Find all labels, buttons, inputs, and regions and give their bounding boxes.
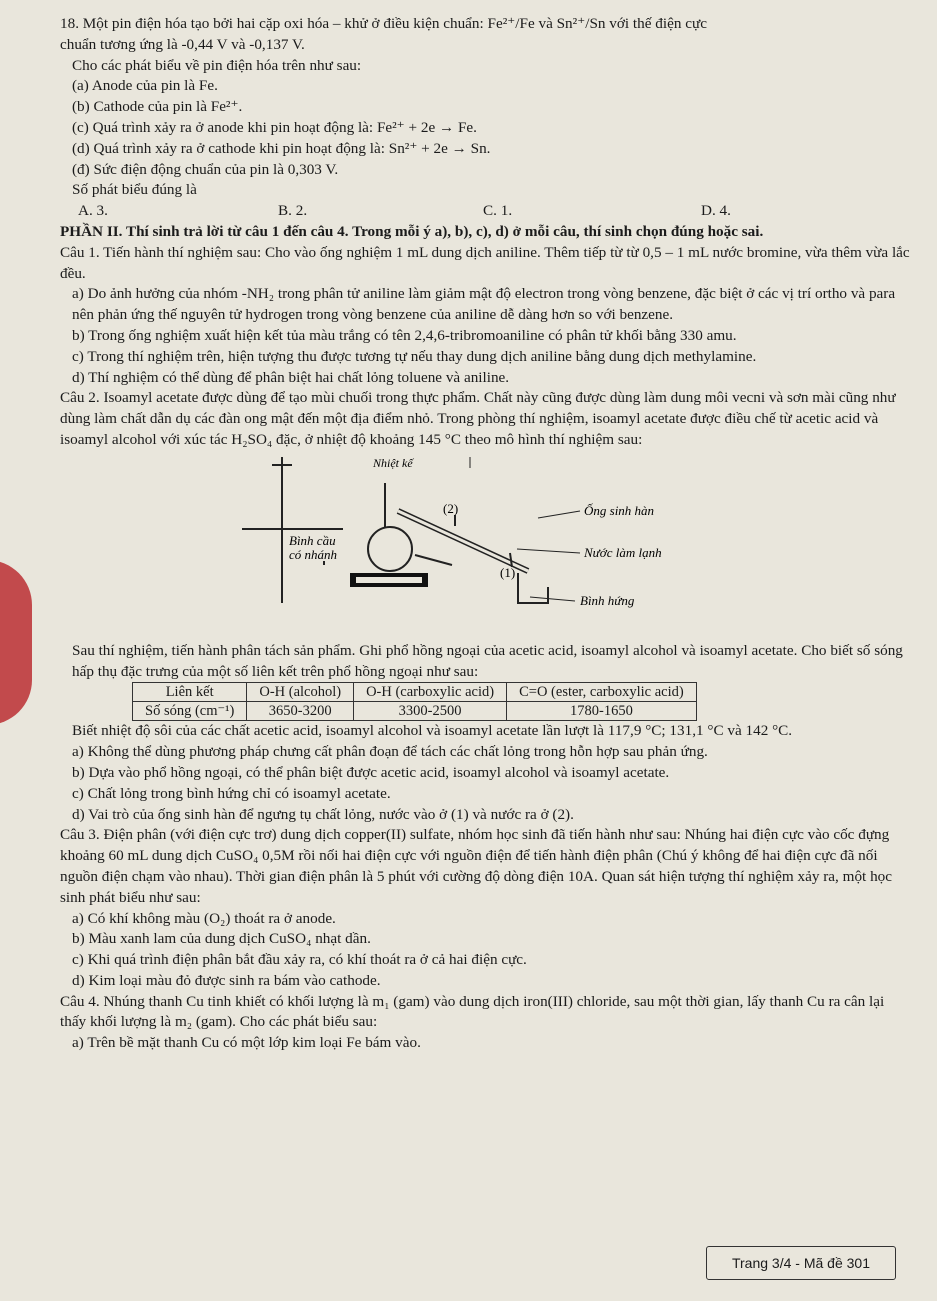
q18-statement-d: (d) Quá trình xảy ra ở cathode khi pin hoạt động là: Sn²⁺ + 2e → Sn. [72, 139, 491, 157]
ir-table-bond-label: Liên kết [133, 683, 247, 702]
q18-intro: Cho các phát biểu về pin điện hóa trên như sau: [72, 56, 362, 74]
ir-table-value-oh-alcohol: 3650-3200 [247, 702, 354, 721]
option-b: B. 2. [278, 202, 308, 220]
label-flask-side-arm: có nhánh [289, 546, 338, 562]
c2-d: d) Vai trò của ống sinh hàn để ngưng tụ chất lỏng, nước vào ở (1) và nước ra ở (2). [72, 805, 574, 823]
ir-table-header-oh-acid: O-H (carboxylic acid) [354, 683, 507, 702]
q18-statement-b: (b) Cathode của pin là Fe²⁺. [72, 98, 243, 116]
label-thermometer: Nhiệt kế [373, 455, 413, 470]
ir-table-header-row [133, 683, 697, 702]
label-mark-2: (2) [443, 500, 459, 516]
ir-table [132, 682, 697, 721]
q18-prompt: Số phát biểu đúng là [72, 181, 197, 199]
finger-photo-edge [0, 560, 32, 725]
q18-statement-c: (c) Quá trình xảy ra ở anode khi pin hoạt động là: Fe²⁺ + 2e → Fe. [72, 118, 477, 136]
distillation-apparatus [60, 453, 910, 639]
c2-stem: Câu 2. Isoamyl acetate được dùng để tạo mùi chuối trong thực phẩm. Chất này cũng được dùng làm dung môi vecni và sơn mài cũng như dùng làm chất dẫn dụ các đàn ong mật đến một địa điểm nhỏ. Trong phòng thí nghiệm, isoamyl acetate được điều chế từ acetic acid và isoamyl alcohol với xúc tác H₂SO₄ đặc, ở nhiệt độ khoảng 145 °C theo mô hình thí nghiệm sau: [60, 389, 896, 448]
page-footer: Trang 3/4 - Mã đề 301 [706, 1246, 896, 1280]
label-condenser: Ống sinh hàn [584, 502, 655, 518]
label-receiver: Bình hứng [580, 592, 635, 608]
distillation-diagram [60, 453, 910, 639]
label-flask: Bình cầu [289, 532, 336, 548]
option-a: A. 3. [78, 202, 108, 220]
label-mark-1: (1) [500, 564, 516, 580]
label-cooling-water: Nước làm lạnh [584, 544, 662, 560]
option-c: C. 1. [483, 202, 513, 220]
c4-stem: Câu 4. Nhúng thanh Cu tinh khiết có khối lượng là m₁ (gam) vào dung dịch iron(III) chloride, sau một thời gian, lấy thanh Cu ra cân lại thấy khối lượng là m₂ (gam). Cho các phát biểu sau: [60, 992, 885, 1031]
c3-c: c) Khi quá trình điện phân bắt đầu xảy ra, có khí thoát ra ở cả hai điện cực. [72, 951, 527, 969]
part2-header: PHẦN II. Thí sinh trả lời từ câu 1 đến câu 4. Trong mỗi ý a), b), c), d) ở mỗi câu, thí sinh chọn đúng hoặc sai. [60, 222, 764, 240]
c3-d: d) Kim loại màu đỏ được sinh ra bám vào cathode. [72, 971, 381, 989]
round-bottom-flask [368, 527, 412, 571]
exam-page [60, 14, 910, 1054]
ir-table-wavenumber-label: Số sóng (cm⁻¹) [133, 702, 247, 721]
ir-table-value-oh-acid: 3300-2500 [354, 702, 507, 721]
c1-c: c) Trong thí nghiệm trên, hiện tượng thu được tương tự nếu thay dung dịch aniline bằng dung dịch methylamine. [72, 347, 757, 365]
c2-a: a) Không thể dùng phương pháp chưng cất phân đoạn để tách các chất lỏng trong hỗn hợp sau phản ứng. [72, 743, 708, 761]
option-d: D. 4. [701, 202, 731, 220]
q18-options [60, 201, 910, 222]
ir-table-value-row [133, 702, 697, 721]
c4-a: a) Trên bề mặt thanh Cu có một lớp kim loại Fe bám vào. [72, 1034, 421, 1052]
q18-statement-a: (a) Anode của pin là Fe. [72, 77, 218, 95]
c1-b: b) Trong ống nghiệm xuất hiện kết tủa màu trắng có tên 2,4,6-tribromoaniline có phân tử khối bằng 330 amu. [72, 326, 737, 344]
c3-a: a) Có khí không màu (O₂) thoát ra ở anode. [72, 909, 336, 927]
c1-stem: Câu 1. Tiến hành thí nghiệm sau: Cho vào ống nghiệm 1 mL dung dịch aniline. Thêm tiếp từ từ 0,5 – 1 mL nước bromine, vừa thêm vừa lắc đều. [60, 243, 910, 282]
c1-a: a) Do ảnh hưởng của nhóm -NH₂ trong phân tử aniline làm giảm mật độ electron trong vòng benzene, đặc biệt ở các vị trí ortho và para nên phản ứng thế nguyên tử hydrogen trong vòng benzene của aniline dễ dàng hơn so với benzene. [72, 285, 896, 324]
ir-table-header-co: C=O (ester, carboxylic acid) [507, 683, 697, 702]
c2-b: b) Dựa vào phổ hồng ngoại, có thể phân biệt được acetic acid, isoamyl alcohol và isoamyl acetate. [72, 763, 670, 781]
q18-statement-dd: (đ) Sức điện động chuẩn của pin là 0,303 V. [72, 160, 339, 178]
c3-b: b) Màu xanh lam của dung dịch CuSO₄ nhạt dần. [72, 930, 371, 948]
ir-table-header-oh-alcohol: O-H (alcohol) [247, 683, 354, 702]
c2-after: Sau thí nghiệm, tiến hành phân tách sản phẩm. Ghi phổ hồng ngoại của acetic acid, isoamyl alcohol và isoamyl acetate. Cho biết số sóng hấp thụ đặc trưng của một số liên kết trên phổ hồng ngoại như sau: [72, 641, 903, 680]
c1-d: d) Thí nghiệm có thể dùng để phân biệt hai chất lỏng toluene và aniline. [72, 368, 510, 386]
q18-line1: 18. Một pin điện hóa tạo bởi hai cặp oxi hóa – khử ở điều kiện chuẩn: Fe²⁺/Fe và Sn²⁺/Sn với thế điện cực [60, 15, 707, 32]
c3-stem: Câu 3. Điện phân (với điện cực trơ) dung dịch copper(II) sulfate, nhóm học sinh đã tiến hành như sau: Nhúng hai điện cực vào cốc đựng khoảng 60 mL dung dịch CuSO₄ 0,5M rồi nối hai điện cực với nguồn điện để tiến hành điện phân (Chú ý không để hai điện cực đã nối nguồn điện chạm vào nhau). Thời gian điện phân là 5 phút với cường độ dòng điện 10A. Quan sát hiện tượng thí nghiệm xảy ra, một học sinh phát biểu như sau: [60, 826, 892, 906]
c2-boiling-points: Biết nhiệt độ sôi của các chất acetic acid, isoamyl alcohol và isoamyl acetate lần lượt là 117,9 °C; 131,1 °C và 142 °C. [72, 722, 793, 740]
c2-c: c) Chất lỏng trong bình hứng chỉ có isoamyl acetate. [72, 784, 391, 802]
ir-table-value-co: 1780-1650 [507, 702, 697, 721]
q18-line2: chuẩn tương ứng là -0,44 V và -0,137 V. [60, 35, 305, 53]
